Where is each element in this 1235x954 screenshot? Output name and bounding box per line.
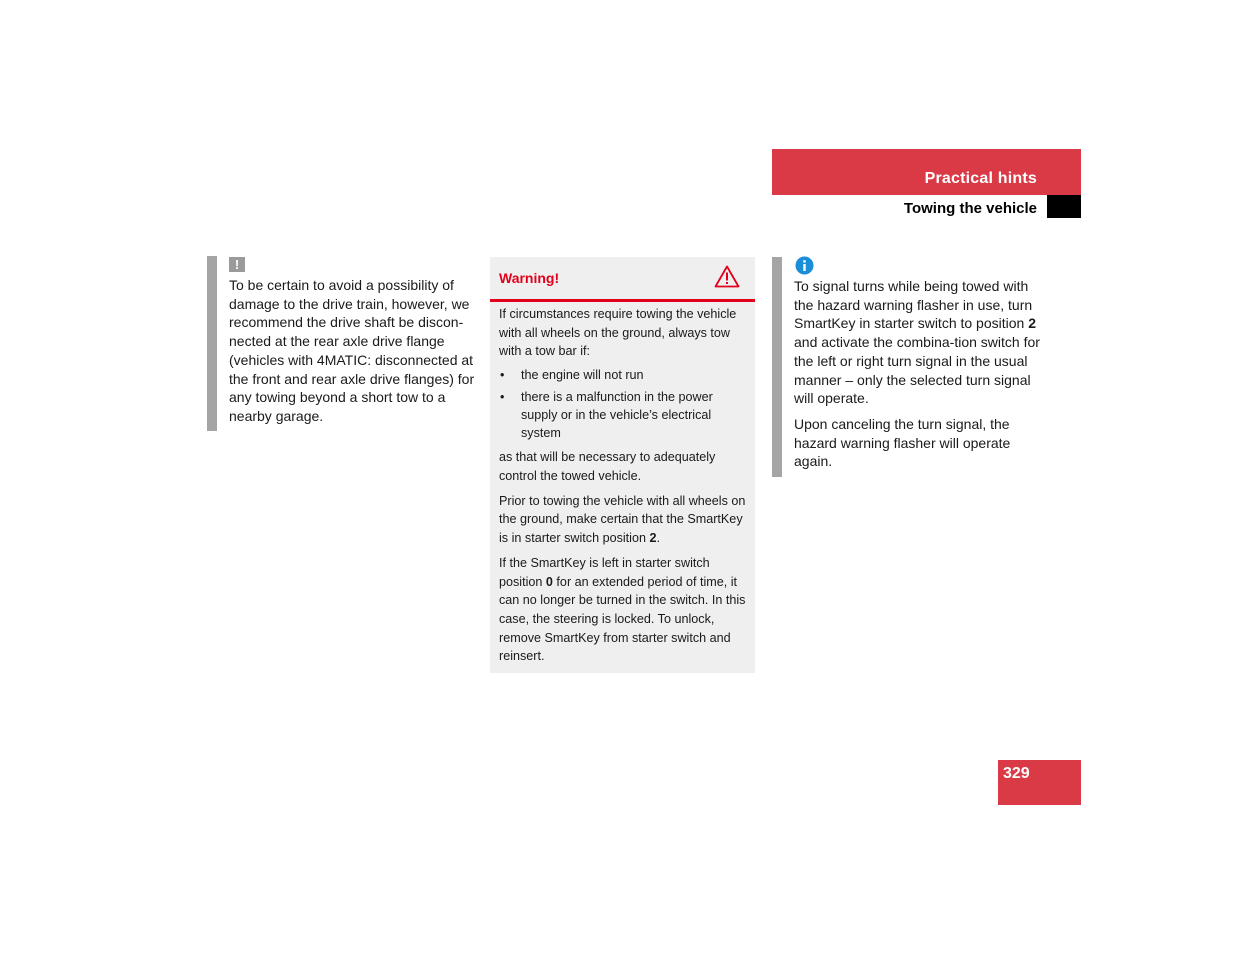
warning-header	[490, 257, 755, 302]
warning-bullet-list	[499, 367, 747, 442]
list-item	[499, 389, 747, 442]
warning-paragraph-2: Prior to towing the vehicle with all wheels on the ground, make certain that the SmartKey is in starter switch position 2.	[499, 493, 746, 546]
caution-note-text: To be certain to avoid a possibility of damage to the drive train, however, we recommend the drive shaft be discon-nected at the rear axle drive flange (vehicles with 4MATIC: disconnected at the front and rear axle drive flanges) for any towing beyond a short tow to a nearby garage.	[229, 277, 475, 424]
info-paragraph-1: To signal turns while being towed with the hazard warning flasher in use, turn SmartKey in starter switch to position 2 and activate the combina-tion switch for the left or right turn signal in the usual manner – only the selected turn signal will operate.	[794, 278, 1040, 407]
page-number: 329	[1003, 765, 1030, 782]
info-paragraph-2: Upon canceling the turn signal, the hazard warning flasher will operate again.	[794, 415, 1011, 470]
bullet-icon: •	[500, 389, 505, 404]
page-number-box	[998, 760, 1081, 805]
warning-body	[499, 305, 747, 672]
exclamation-icon: !	[229, 257, 245, 272]
chapter-tab-marker	[1047, 195, 1081, 218]
info-note-body	[794, 277, 1044, 478]
warning-box	[490, 257, 755, 673]
list-item-text: there is a malfunction in the power supply or in the vehicle’s electrical system	[521, 389, 713, 440]
warning-intro: If circumstances require towing the vehicle with all wheels on the ground, always tow with a tow bar if:	[499, 307, 737, 359]
section-header	[772, 149, 1081, 195]
section-title: Practical hints	[924, 170, 1037, 187]
caution-note	[207, 256, 477, 431]
warning-label: Warning!	[499, 270, 560, 286]
list-item-text: the engine will not run	[521, 368, 644, 383]
warning-triangle-icon	[714, 265, 740, 293]
bullet-icon: •	[500, 368, 505, 383]
list-item	[499, 367, 747, 385]
info-note	[772, 257, 1042, 477]
subsection-title: Towing the vehicle	[903, 200, 1037, 217]
warning-paragraph-3: If the SmartKey is left in starter switch position 0 for an extended period of time, it can no longer be turned in the switch. In this case, the steering is locked. To unlock, remove SmartKey from starter switch and reinsert.	[499, 555, 746, 664]
warning-after-bullets: as that will be necessary to adequately control the towed vehicle.	[499, 450, 716, 483]
